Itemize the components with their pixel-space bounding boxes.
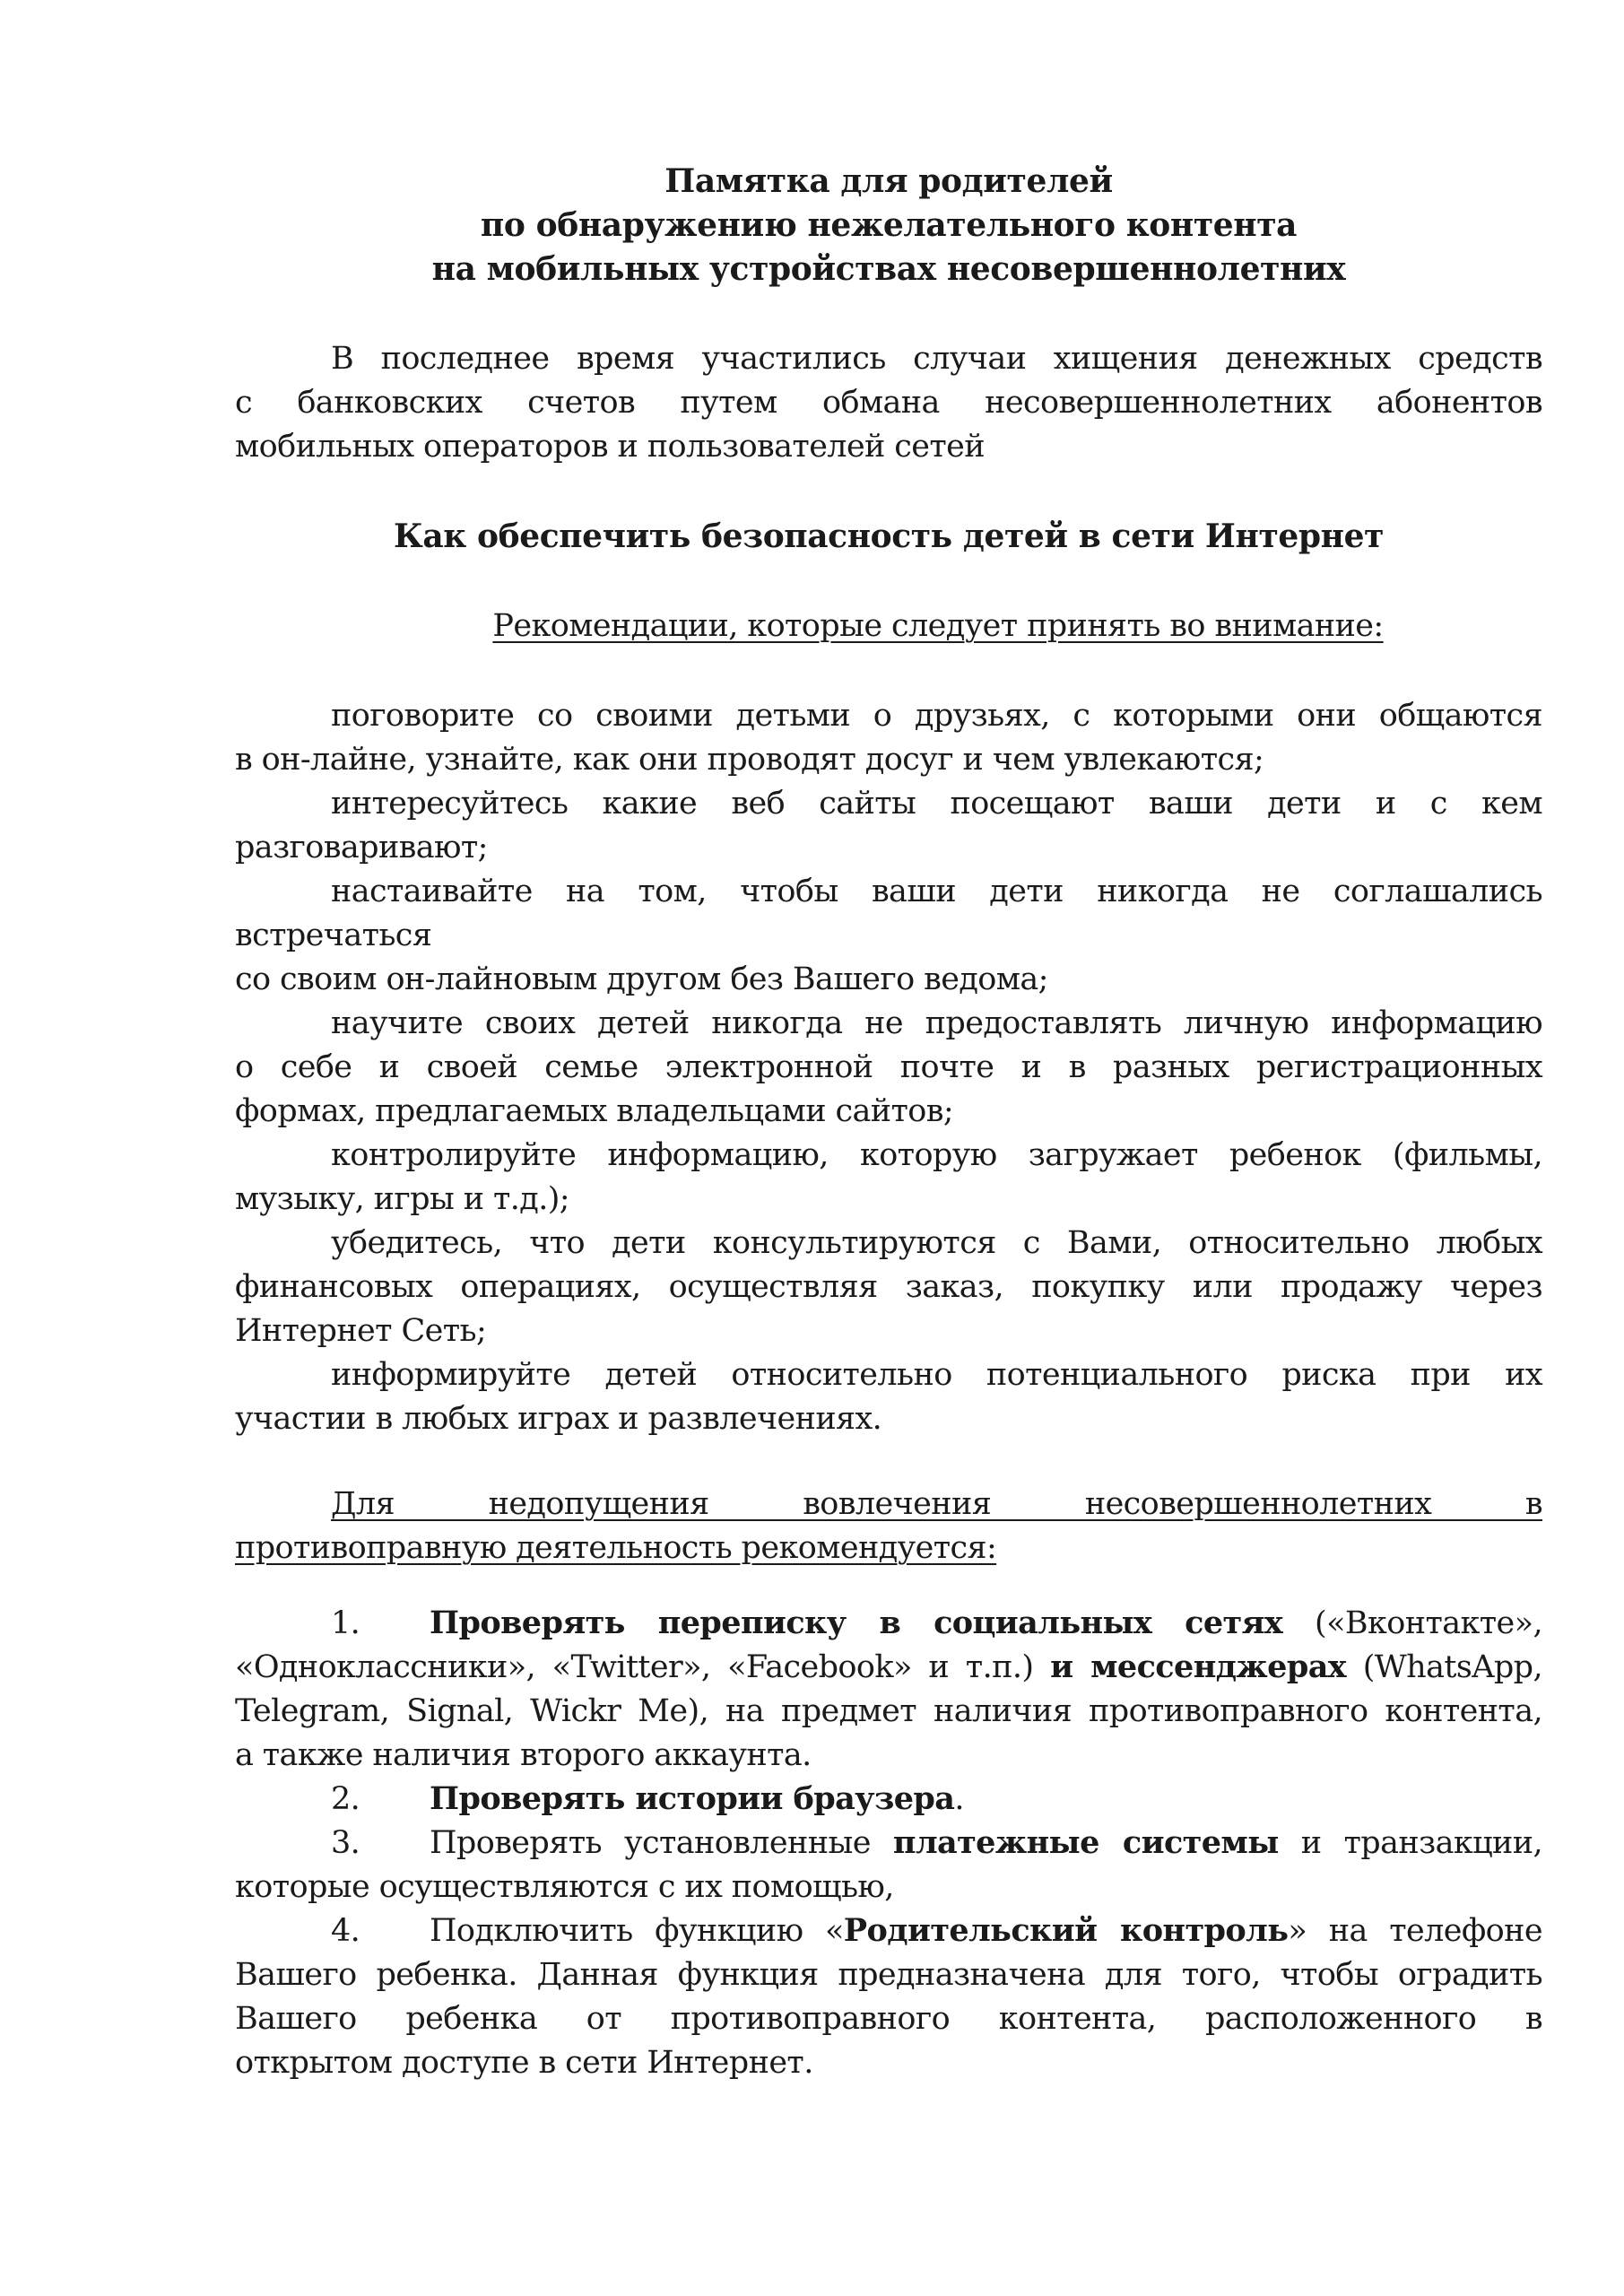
rec-line-1: поговорите со своими детьми о друзьях, с которыми они общаются xyxy=(331,698,1542,734)
rec-line-9: о себе и своей семье электронной почте и в разных регистрационных xyxy=(235,1049,1542,1085)
numbered-item-3 xyxy=(235,1823,1542,1863)
intro-line-3: мобильных операторов и пользователей сетей xyxy=(235,429,986,465)
item-bold-text: и мессенджерах xyxy=(1050,1648,1347,1685)
numbered-item-4-line-2: Вашего ребенка. Данная функция предназначена для того, чтобы оградить xyxy=(235,1957,1542,1993)
numbered-item-1-line-4: а также наличия второго аккаунта. xyxy=(235,1737,812,1773)
item-bold-text: Проверять истории браузера xyxy=(430,1780,955,1817)
item-bold-text: Родительский контроль xyxy=(843,1912,1289,1949)
prevention-heading-line-1: Для недопущения вовлечения несовершеннолетних в xyxy=(331,1486,1542,1522)
numbered-item-2 xyxy=(235,1779,1542,1819)
rec-line-12: музыку, игры и т.д.); xyxy=(235,1181,569,1217)
item-text: («Вконтакте», xyxy=(1282,1605,1542,1641)
prevention-heading-line-2: противоправную деятельность рекомендуется: xyxy=(235,1530,997,1566)
rec-line-13: убедитесь, что дети консультируются с Вами, относительно любых xyxy=(331,1225,1542,1261)
rec-line-15: Интернет Сеть; xyxy=(235,1313,487,1349)
item-number: 3. xyxy=(331,1825,360,1861)
rec-line-10: формах, предлагаемых владельцами сайтов; xyxy=(235,1093,954,1129)
rec-line-8: научите своих детей никогда не предоставлять личную информацию xyxy=(331,1005,1542,1041)
recommendations-heading: Рекомендации, которые следует принять во внимание: xyxy=(492,608,1384,644)
numbered-item-1-line-3: Telegram, Signal, Wickr Me), на предмет наличия противоправного контента, xyxy=(235,1693,1542,1729)
rec-line-14: финансовых операциях, осуществляя заказ, покупку или продажу через xyxy=(235,1269,1542,1305)
rec-line-5: настаивайте на том, чтобы ваши дети никогда не соглашались xyxy=(331,874,1542,909)
numbered-item-1 xyxy=(235,1604,1542,1643)
rec-line-6: встречаться xyxy=(235,918,432,953)
numbered-item-3-line-2: которые осуществляются с их помощью, xyxy=(235,1869,894,1905)
rec-line-16: информируйте детей относительно потенциального риска при их xyxy=(331,1357,1542,1393)
rec-line-7: со своим он-лайновым другом без Вашего ведома; xyxy=(235,961,1048,997)
item-number: 2. xyxy=(331,1781,360,1817)
prevention-heading-line-2-wrap xyxy=(235,1528,1542,1568)
item-text: Проверять установленные xyxy=(430,1825,893,1861)
numbered-item-4-line-3: Вашего ребенка от противоправного контента, расположенного в xyxy=(235,2001,1542,2037)
rec-line-17: участии в любых играх и развлечениях. xyxy=(235,1401,882,1437)
rec-line-3: интересуйтесь какие веб сайты посещают ваши дети и с кем xyxy=(331,786,1542,822)
recommendations-heading-wrap xyxy=(235,606,1542,646)
numbered-item-4 xyxy=(235,1911,1542,1951)
intro-line-2: с банковских счетов путем обмана несовершеннолетних абонентов xyxy=(235,385,1542,421)
item-bold-text: платежные системы xyxy=(892,1824,1279,1861)
numbered-item-4-line-4: открытом доступе в сети Интернет. xyxy=(235,2045,813,2081)
intro-line-1: В последнее время участились случаи хищения денежных средств xyxy=(331,341,1542,377)
title-line-2: по обнаружению нежелательного контента xyxy=(480,206,1298,244)
section-heading: Как обеспечить безопасность детей в сети Интернет xyxy=(393,517,1385,555)
title-line-3: на мобильных устройствах несовершеннолетних xyxy=(431,250,1346,288)
item-text: и транзакции, xyxy=(1278,1825,1543,1861)
item-text: . xyxy=(954,1781,964,1817)
item-number: 1. xyxy=(331,1605,360,1641)
rec-line-11: контролируйте информацию, которую загружает ребенок (фильмы, xyxy=(331,1137,1542,1173)
item-text: (WhatsApp, xyxy=(1346,1649,1543,1685)
rec-line-4: разговаривают; xyxy=(235,830,488,865)
item-text: «Одноклассники», «Twitter», «Facebook» и т.п.) xyxy=(235,1649,1051,1685)
item-text: » на телефоне xyxy=(1288,1913,1542,1949)
numbered-item-1-line-2 xyxy=(235,1648,1542,1687)
title-line-1: Памятка для родителей xyxy=(664,162,1113,200)
rec-line-2: в он-лайне, узнайте, как они проводят досуг и чем увлекаются; xyxy=(235,742,1264,778)
item-text: Подключить функцию « xyxy=(430,1913,844,1949)
item-bold-text: Проверять переписку в социальных сетях xyxy=(430,1605,1283,1641)
item-number: 4. xyxy=(331,1913,360,1949)
